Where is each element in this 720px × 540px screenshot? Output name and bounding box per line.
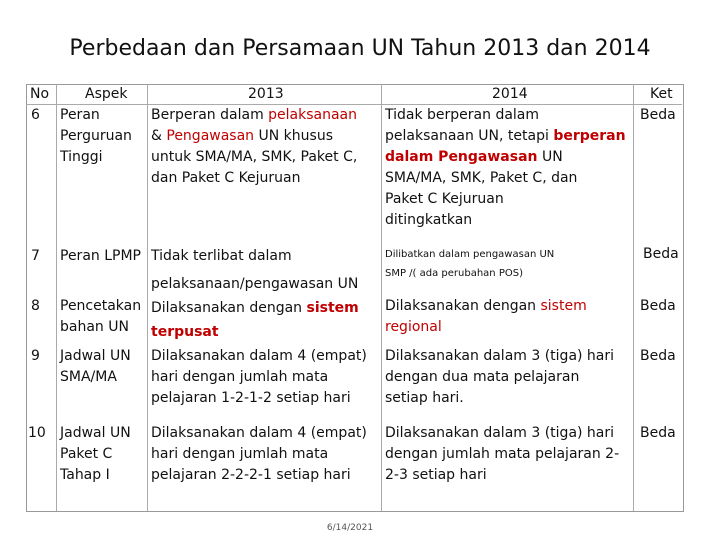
row-ket: Beda [640, 298, 676, 314]
row-2013-text: terpusat [151, 324, 219, 340]
column-divider [56, 84, 57, 511]
row-2014-text: Paket C Kejuruan [385, 191, 504, 207]
column-divider [381, 84, 382, 511]
row-aspek: Peran LPMP [60, 248, 141, 264]
row-number: 9 [31, 348, 40, 364]
row-2014-text: pelaksanaan UN, tetapi berperan [385, 128, 626, 144]
row-2014-text: Dilibatkan dalam pengawasan UN [385, 249, 555, 260]
row-2014-text: 2-3 setiap hari [385, 467, 487, 483]
row-2013-text: pelajaran 2-2-2-1 setiap hari [151, 467, 351, 483]
row-2014-text: regional [385, 319, 442, 335]
row-2013-text: & Pengawasan UN khusus [151, 128, 333, 144]
row-2013-text: hari dengan jumlah mata [151, 446, 329, 462]
row-2014-text: SMA/MA, SMK, Paket C, dan [385, 170, 578, 186]
row-aspek: SMA/MA [60, 369, 117, 385]
row-2013-text: Dilaksanakan dalam 4 (empat) [151, 348, 367, 364]
row-2013-text: dan Paket C Kejuruan [151, 170, 301, 186]
row-2013-text: hari dengan jumlah mata [151, 369, 329, 385]
column-divider [147, 84, 148, 511]
row-number: 7 [31, 248, 40, 264]
row-ket: Beda [640, 348, 676, 364]
row-2014-text: Dilaksanakan dalam 3 (tiga) hari [385, 348, 615, 364]
header-no: No [30, 86, 50, 102]
row-2014-text: Tidak berperan dalam [385, 107, 540, 123]
header-2014: 2014 [492, 86, 528, 102]
row-2013-text: pelaksanaan/pengawasan UN [151, 276, 359, 292]
row-number: 6 [31, 107, 40, 123]
row-2014-text: SMP /( ada perubahan POS) [385, 268, 523, 279]
row-2014-text: setiap hari. [385, 390, 464, 406]
row-2014-text: ditingkatkan [385, 212, 473, 228]
row-2013-text: Tidak terlibat dalam [151, 248, 292, 264]
row-2014-text: dalam Pengawasan UN [385, 149, 563, 165]
row-aspek: Pencetakan [60, 298, 142, 314]
row-2013-text: Dilaksanakan dalam 4 (empat) [151, 425, 367, 441]
row-ket: Beda [640, 107, 676, 123]
row-aspek: Tahap I [60, 467, 110, 483]
row-2013-text: Berperan dalam pelaksanaan [151, 107, 358, 123]
row-number: 8 [31, 298, 40, 314]
row-aspek: bahan UN [60, 319, 129, 335]
row-ket: Beda [643, 246, 679, 262]
row-2014-text: Dilaksanakan dalam 3 (tiga) hari [385, 425, 615, 441]
row-aspek: Paket C [60, 446, 113, 462]
row-ket: Beda [640, 425, 676, 441]
row-2013-text: untuk SMA/MA, SMK, Paket C, [151, 149, 358, 165]
row-aspek: Jadwal UN [60, 425, 131, 441]
row-2014-text: dengan jumlah mata pelajaran 2- [385, 446, 620, 462]
header-ket: Ket [650, 86, 673, 102]
column-divider [633, 84, 634, 511]
row-2014-text: dengan dua mata pelajaran [385, 369, 580, 385]
footer-date: 6/14/2021 [326, 523, 374, 533]
row-aspek: Tinggi [60, 149, 103, 165]
row-aspek: Peran [60, 107, 100, 123]
header-2013: 2013 [248, 86, 284, 102]
header-aspek: Aspek [85, 86, 128, 102]
row-2013-text: Dilaksanakan dengan sistem [151, 300, 359, 316]
slide-title: Perbedaan dan Persamaan UN Tahun 2013 dan 2014 [69, 36, 651, 61]
row-2014-text: Dilaksanakan dengan sistem [385, 298, 587, 314]
row-2013-text: pelajaran 1-2-1-2 setiap hari [151, 390, 351, 406]
row-aspek: Perguruan [60, 128, 132, 144]
row-aspek: Jadwal UN [60, 348, 131, 364]
row-number: 10 [28, 425, 46, 441]
